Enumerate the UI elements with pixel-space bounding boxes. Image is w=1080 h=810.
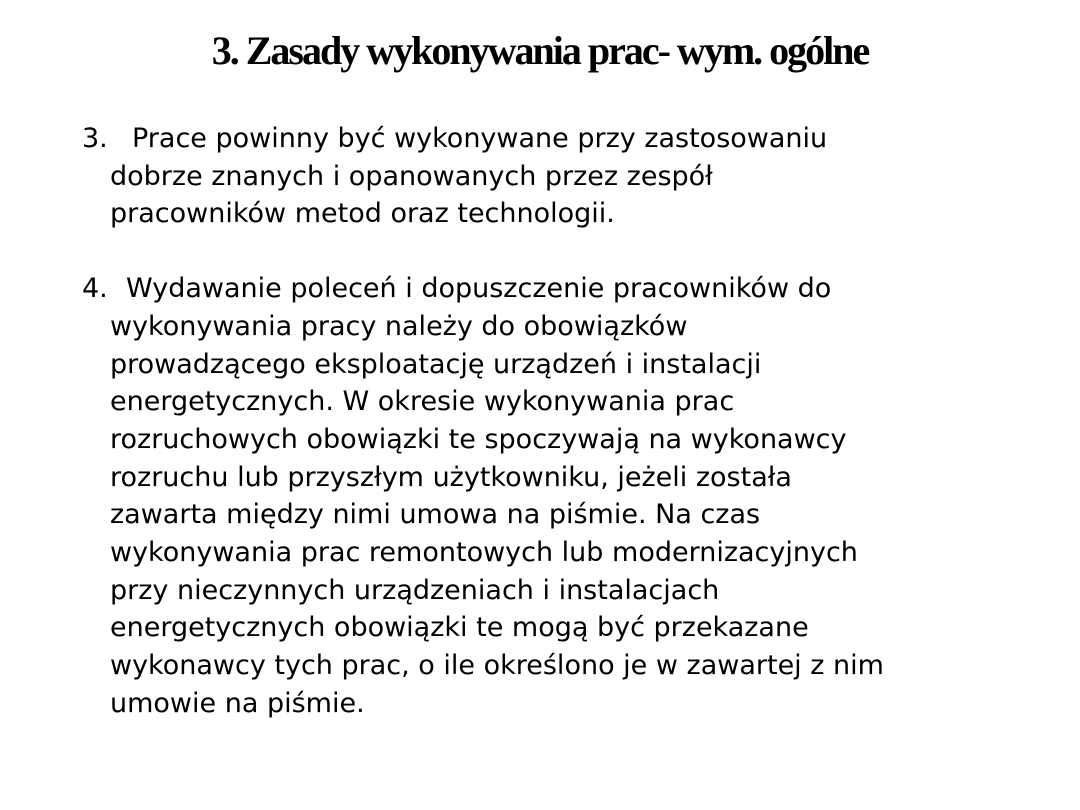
item-line: wykonawcy tych prac, o ile określono je w zawartej z nim <box>110 650 884 682</box>
item-line: Wydawanie poleceń i dopuszczenie pracowników do <box>126 273 832 305</box>
item-number: 3. <box>82 123 108 154</box>
item-line: energetycznych obowiązki te mogą być przekazane <box>110 612 809 644</box>
item-line: prowadzącego eksploatację urządzeń i instalacji <box>110 348 762 380</box>
numbered-list <box>82 120 1002 723</box>
item-line: energetycznych. W okresie wykonywania prac <box>110 386 735 418</box>
list-item-3 <box>82 120 1002 233</box>
item-line: wykonywania prac remontowych lub modernizacyjnych <box>110 537 858 569</box>
item-line: zawarta między nimi umowa na piśmie. Na czas <box>110 499 761 531</box>
item-line: pracowników metod oraz technologii. <box>110 198 615 230</box>
item-line: wykonywania pracy należy do obowiązków <box>110 310 688 342</box>
item-line: umowie na piśmie. <box>110 687 365 719</box>
item-line: rozruchowych obowiązki te spoczywają na wykonawcy <box>110 423 847 455</box>
slide-title: 3. Zasady wykonywania prac- wym. ogólne <box>211 28 869 73</box>
item-line: dobrze znanych i opanowanych przez zespół <box>110 160 713 192</box>
item-text <box>110 270 1002 722</box>
item-number: 4. <box>82 273 108 305</box>
item-line: Prace powinny być wykonywane przy zastosowaniu <box>132 123 828 154</box>
item-text <box>110 120 1002 233</box>
list-item-4 <box>82 270 1002 722</box>
item-line: rozruchu lub przyszłym użytkowniku, jeżeli została <box>110 461 792 493</box>
item-line: przy nieczynnych urządzeniach i instalacjach <box>110 574 720 606</box>
